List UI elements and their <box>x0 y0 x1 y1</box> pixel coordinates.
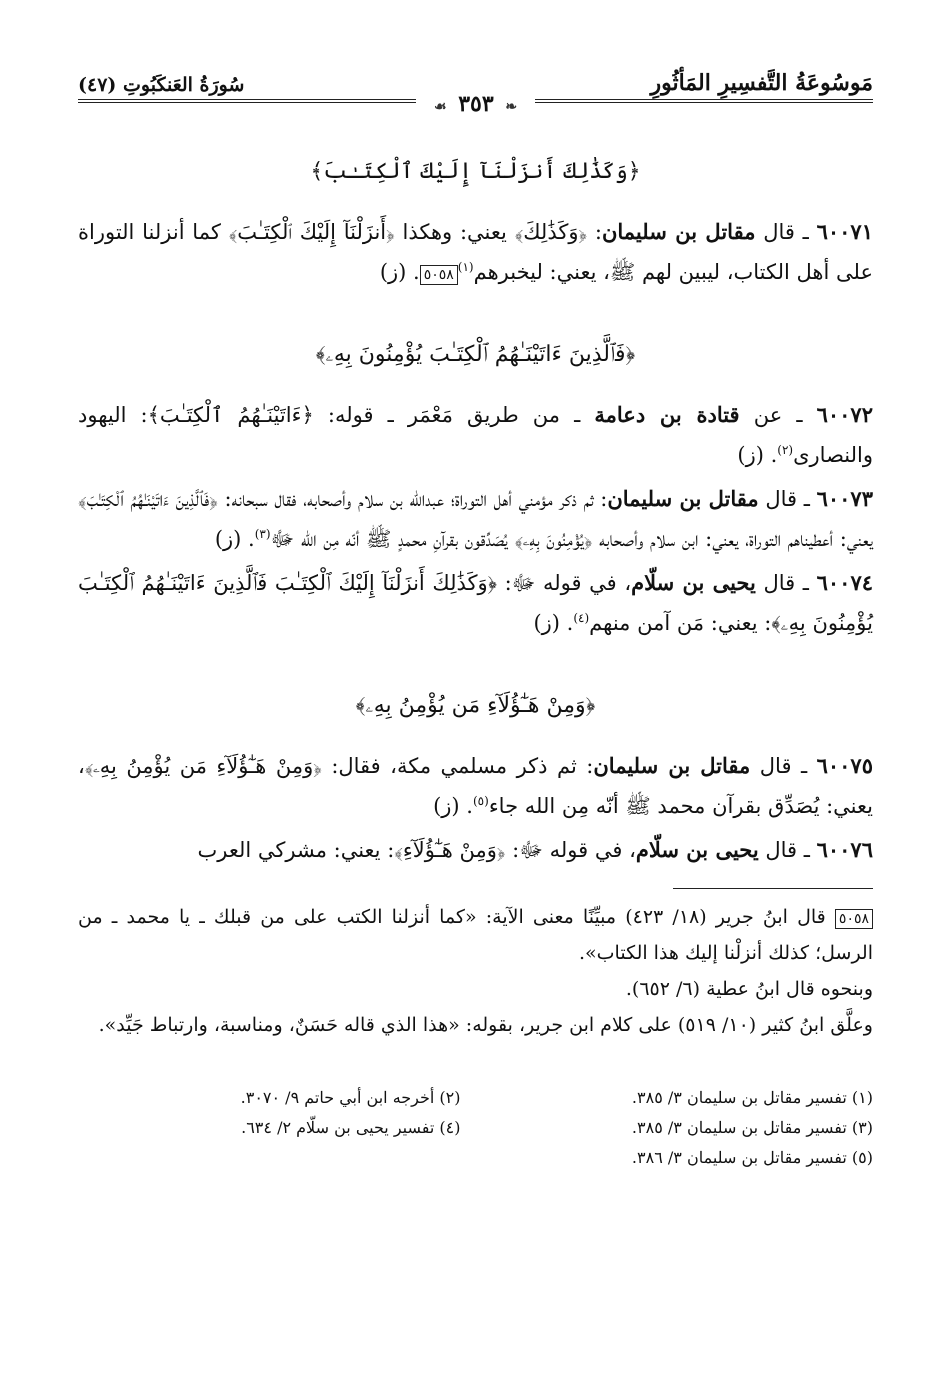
page <box>78 62 873 1342</box>
entry-number: ٦٠٠٧٦ <box>816 837 873 862</box>
narrator-name: يحيى بن سلّام <box>635 837 759 862</box>
book-title: مَوسُوعَةُ التَّفسِيرِ المَأثُورِ <box>650 70 873 96</box>
entry-number: ٦٠٠٧٢ <box>816 402 873 427</box>
narrator-name: قتادة بن دعامة <box>594 402 740 427</box>
entry-tail: . (ز) <box>433 794 473 818</box>
narrator-name: يحيى بن سلّام <box>631 570 756 595</box>
entry-number: ٦٠٠٧١ <box>816 219 873 244</box>
footnote-mark: (٣) <box>254 527 271 541</box>
entry-text: : ﴿وَكَذَٰلِكَ﴾ يعني: وهكذا ﴿أَنزَلْنَآ إِلَيْكَ ٱلْكِتَـٰبَ﴾ كما أنزلنا التوراة على أهل الكتاب، ليبين لهم ﷺ، يعني: ليخبرهم <box>78 220 873 284</box>
entry <box>78 830 873 870</box>
entry-lead: ـ عن <box>753 403 803 427</box>
footnote-mark: (١) <box>457 260 474 274</box>
entry-tail: . (ز) <box>214 527 255 551</box>
verse-heading: ﴿وَكَذَٰلِكَ أَنزَلْنَآ إِلَيْكَ ٱلْكِتَـٰبَ﴾ <box>310 159 641 184</box>
entry-lead: ـ قال <box>759 754 808 778</box>
ornament-icon: ❧ <box>505 99 518 115</box>
entry <box>78 395 873 475</box>
commentary-line: وبنحوه قال ابنُ عطية (٦/ ٦٥٢). <box>625 978 873 1000</box>
entry-number: ٦٠٠٧٣ <box>816 486 873 511</box>
commentary-line: وعلَّق ابنُ كثير (١٠/ ٥١٩) على كلام ابن جرير، بقوله: «هذا الذي قاله حَسَنٌ، ومناسبة، وارتباط جَيِّد». <box>98 1014 873 1036</box>
ornament-icon: ☙ <box>433 99 447 115</box>
entry-tail: . (ز) <box>533 611 574 635</box>
entry-number: ٦٠٠٧٤ <box>816 570 874 595</box>
entry <box>78 563 873 643</box>
footnote: (١) تفسير مقاتل بن سليمان ٣/ ٣٨٥. <box>631 1088 873 1107</box>
entry-number: ٦٠٠٧٥ <box>816 753 873 778</box>
page-number-text: ٣٥٣ <box>458 91 494 117</box>
entry-text: : ثم ذكر مسلمي مكة، فقال: ﴿وَمِنْ هَـٰٓؤُلَآءِ مَن يُؤْمِنُ بِهِۦ﴾، يعني: يُصَدِّق بقرآن محمد ﷺ أنّه مِن الله جاء <box>78 754 873 818</box>
verse-heading: ﴿وَمِنْ هَـٰٓؤُلَآءِ مَن يُؤْمِنُ بِهِۦ﴾ <box>355 693 596 718</box>
entry-lead: ـ قال <box>765 838 810 862</box>
commentary-box-label: ٥٠٥٨ <box>835 909 873 929</box>
footnote-mark: (٥) <box>472 794 489 808</box>
entry <box>78 479 873 559</box>
page-number <box>416 91 535 117</box>
entry-text: ـ من طريق مَعْمَر ـ قوله: ﴿ءَاتَيْنَـٰهُمُ ٱلْكِتَـٰبَ﴾: اليهود والنصارى <box>78 403 873 467</box>
entry-tail: . (ز) <box>737 443 778 467</box>
footnote: (٤) تفسير يحيى بن سلّام ٢/ ٦٣٤. <box>241 1118 461 1137</box>
entry-lead: ـ قال <box>763 220 809 244</box>
footnote: (٢) أخرجه ابن أبي حاتم ٩/ ٣٠٧٠. <box>240 1088 461 1107</box>
entry <box>78 212 873 292</box>
narrator-name: مقاتل بن سليمان <box>601 219 756 244</box>
footnote-mark: (٢) <box>777 443 794 457</box>
footnote: (٣) تفسير مقاتل بن سليمان ٣/ ٣٨٥. <box>631 1118 873 1137</box>
commentary-ref-box: ٥٠٥٨ <box>420 265 458 285</box>
commentary-text: قال ابنُ جرير (١٨/ ٤٢٣) مبيِّنًا معنى الآية: «كما أنزلنا الكتب على من قبلك ـ يا محمد ـ من الرسل؛ كذلك أنزلْنا إليك هذا الكتاب». <box>78 906 873 964</box>
verse-heading: ﴿فَٱلَّذِينَ ءَاتَيْنَـٰهُمُ ٱلْكِتَـٰبَ يُؤْمِنُونَ بِهِۦ﴾ <box>315 342 636 367</box>
commentary-line <box>78 899 873 971</box>
notes-rule <box>673 888 873 889</box>
sura-title: سُورَةُ العَنكَبُوتِ (٤٧) <box>78 74 245 96</box>
entry-text: : ثم ذكر مؤمني أهل التوراة؛ عبدالله بن سلام وأصحابه، فقال سبحانه: ﴿فَٱلَّذِينَ ءَاتَيْنَـٰهُمُ ٱلْكِتَـٰبَ﴾ يعني: أعطيناهم التوراة، يعني: ابن سلام وأصحابه ﴿يُؤْمِنُونَ بِهِۦ﴾ يُصَدِّقون بقرآنِ محمدٍ ﷺ أنّه مِن الله ﷻ <box>77 487 873 551</box>
footnote: (٥) تفسير مقاتل بن سليمان ٣/ ٣٨٦. <box>631 1148 873 1167</box>
narrator-name: مقاتل بن سليمان <box>593 753 751 778</box>
commentary-note <box>78 899 873 1043</box>
footnote-mark: (٤) <box>573 611 590 625</box>
entry-tail: . (ز) <box>379 260 420 284</box>
entry-lead: ـ قال <box>763 571 809 595</box>
entry-lead: ـ قال <box>765 487 810 511</box>
entry <box>78 746 873 826</box>
entry-text: ، في قوله ﷻ: ﴿وَمِنْ هَـٰٓؤُلَآءِ﴾: يعني: مشركي العرب <box>197 838 636 862</box>
entry-text: ، في قوله ﷻ: ﴿وَكَذَٰلِكَ أَنزَلْنَآ إِلَيْكَ ٱلْكِتَـٰبَ فَٱلَّذِينَ ءَاتَيْنَـٰهُمُ ٱلْكِتَـٰبَ يُؤْمِنُونَ بِهِۦ﴾: يعني: مَن آمن منهم <box>78 571 873 635</box>
narrator-name: مقاتل بن سليمان <box>607 486 759 511</box>
footnotes <box>78 1083 873 1173</box>
